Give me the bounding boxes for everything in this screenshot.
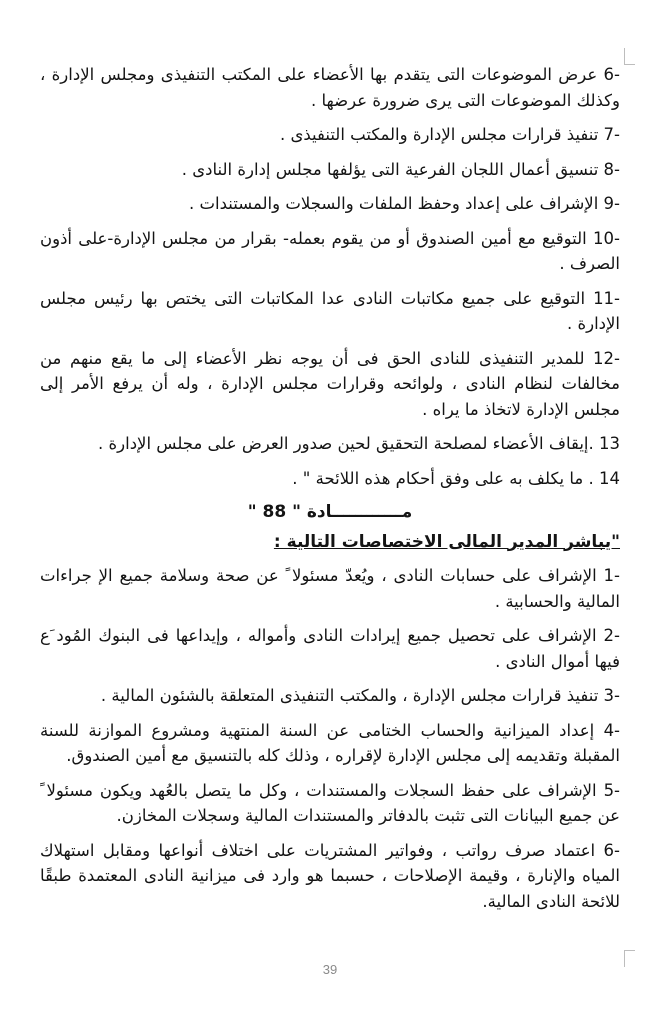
list-item xyxy=(40,778,620,829)
list-item xyxy=(40,623,620,674)
list-item xyxy=(40,466,620,492)
item-text: تنفيذ قرارات مجلس الإدارة ، والمكتب التنفيذى المتعلقة بالشئون المالية . xyxy=(100,686,599,705)
item-number: 5- xyxy=(603,780,621,800)
item-text: تنسيق أعمال اللجان الفرعية التى يؤلفها مجلس إدارة النادى . xyxy=(181,159,599,179)
item-text: التوقيع مع أمين الصندوق أو من يقوم بعمله- بقرار من مجلس الإدارة-على أذون الصرف . xyxy=(40,228,620,273)
list-item xyxy=(40,838,620,915)
list-item xyxy=(40,157,620,183)
item-text: الإشراف على حفظ السجلات والمستندات ، وكل ما يتصل بالعُهد ويكون مسئولا ً عن جميع البيانات التى تثبت بالدفاتر والمستندات المالية وسجلات المخازن. xyxy=(40,780,620,825)
item-number: 4- xyxy=(603,720,621,740)
list-item xyxy=(40,718,620,769)
item-number: 12- xyxy=(593,348,620,368)
item-number: 7- xyxy=(603,125,620,144)
item-number: 9- xyxy=(603,194,620,213)
duties-list-financial-director xyxy=(40,563,620,914)
item-number: 14 xyxy=(599,468,620,488)
item-text: تنفيذ قرارات مجلس الإدارة والمكتب التنفيذى . xyxy=(279,125,599,144)
item-number: 3- xyxy=(603,686,620,705)
duties-list-executive-director xyxy=(40,62,620,491)
list-item xyxy=(40,683,620,709)
item-number: 11- xyxy=(593,288,621,308)
item-text: عرض الموضوعات التى يتقدم بها الأعضاء على المكتب التنفيذى ومجلس الإدارة ، وكذلك الموضوعات التى يرى ضرورة عرضها . xyxy=(40,65,620,110)
item-number: 2- xyxy=(603,626,620,645)
item-text: .إيقاف الأعضاء لمصلحة التحقيق لحين صدور العرض على مجلس الإدارة . xyxy=(98,434,594,453)
list-item xyxy=(40,62,620,113)
list-item xyxy=(40,346,620,423)
list-item xyxy=(40,431,620,457)
item-text: إعداد الميزانية والحساب الختامى عن السنة المنتهية ومشروع الموازنة للسنة المقبلة وتقديمه إلى مجلس الإدارة لإقراره ، وذلك كله بالتنسيق مع أمين الصندوق. xyxy=(40,720,620,765)
item-text: التوقيع على جميع مكاتبات النادى عدا المكاتبات التى يختص بها رئيس مجلس الإدارة . xyxy=(40,288,620,333)
item-text: الإشراف على تحصيل جميع إيرادات النادى وأمواله ، وإيداعها فى البنوك المُود َع فيها أموال النادى . xyxy=(40,626,620,671)
item-text: الإشراف على إعداد وحفظ الملفات والسجلات والمستندات . xyxy=(189,194,599,213)
item-number: 6- xyxy=(603,840,620,860)
crop-mark-top-right xyxy=(624,48,635,65)
item-number: 6- xyxy=(603,65,620,84)
item-text: للمدير التنفيذى للنادى الحق فى أن يوجه نظر الأعضاء إلى ما يقع منهم من مخالفات لنظام النادى ، ولوائحه وقرارات مجلس الإدارة ، وله أن يرفع الأمر إلى مجلس الإدارة لاتخاذ ما يراه . xyxy=(40,348,620,419)
article-heading: مــــــــــــادة " 88 " xyxy=(247,502,413,522)
list-item xyxy=(40,122,620,148)
list-item xyxy=(40,226,620,277)
list-item xyxy=(40,286,620,337)
item-number: 8- xyxy=(603,159,620,179)
item-text: الإشراف على حسابات النادى ، ويُعدّ مسئولا ً عن صحة وسلامة جميع الإ جراءات المالية والحسابية . xyxy=(40,566,620,611)
item-number: 1- xyxy=(603,566,620,585)
page-body xyxy=(40,62,620,923)
item-number: 10- xyxy=(593,228,620,248)
item-number: 13 xyxy=(599,434,620,453)
list-item xyxy=(40,563,620,614)
list-item xyxy=(40,191,620,217)
page-number: 39 xyxy=(322,962,338,977)
item-text: اعتماد صرف رواتب ، وفواتير المشتريات على اختلاف أنواعها ومقابل استهلاك المياه والإنارة ، وقيمة الإصلاحات ، حسبما هو وارد فى ميزانية النادى المعتمدة طبقًا للائحة النادى المالية. xyxy=(40,840,620,911)
article-intro: "يباشر المدير المالى الاختصاصات التالية : xyxy=(273,531,620,552)
item-text: . ما يكلف به على وفق أحكام هذه اللائحة " . xyxy=(292,468,594,488)
